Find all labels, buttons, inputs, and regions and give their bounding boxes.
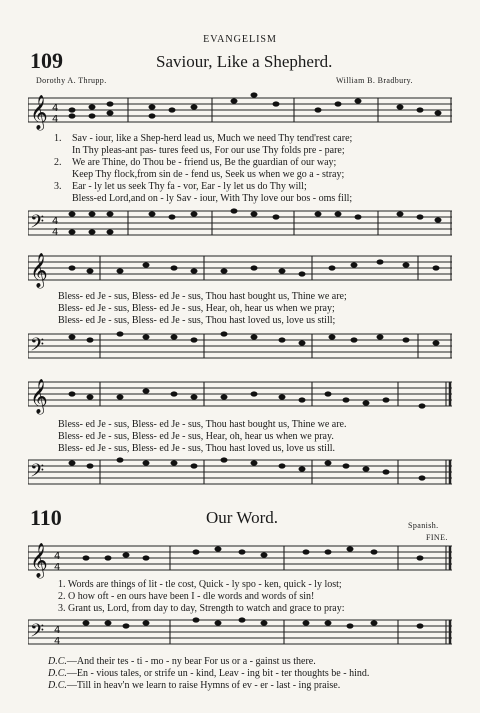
notes [69,457,426,480]
refrain-line: Bless- ed Je - sus, Bless- ed Je - sus, Thou hast bought us, Thine we are; [58,291,347,302]
hymn-title: Our Word. [206,508,278,527]
notes [69,92,442,118]
bass-staff [28,612,452,654]
dc-mark: D.C. [48,668,67,679]
verse-line: In Thy pleas-ant pas- tures feed us, For our use Thy folds pre - pare; [72,145,345,156]
notes [69,208,442,234]
verse-line: Ear - ly let us seek Thy fa - vor, Ear - ly let us do Thy will; [72,181,307,192]
verse-line: Keep Thy flock,from sin de - fend us, Seek us when we go a - stray; [72,169,345,180]
refrain-line: Bless- ed Je - sus, Bless- ed Je - sus, Hear, oh, hear us when we pray. [58,431,334,442]
svg-text:4: 4 [52,103,59,114]
lyricist-credit: Dorothy A. Thrupp. [36,76,107,85]
source-credit: Spanish. [408,521,439,530]
treble-staff [28,90,452,132]
treble-staff [28,248,452,290]
verse-line: Sav - iour, like a Shep-herd lead us, Much we need Thy tend'rest care; [72,133,353,144]
svg-text:4: 4 [52,216,59,227]
svg-text:𝄢: 𝄢 [30,461,45,486]
fine-mark: FINE. [426,533,448,542]
verse-number: 3. [54,181,62,192]
svg-text:4: 4 [52,227,59,238]
section-heading: EVANGELISM [203,34,277,45]
dc-line [48,668,369,679]
hymn-number: 109 [30,48,63,73]
bass-staff [28,452,452,494]
svg-text:𝄞: 𝄞 [30,379,48,414]
refrain-line: Bless- ed Je - sus, Bless- ed Je - sus, Thou hast loved us, love us still; [58,315,336,326]
treble-staff [28,538,452,580]
dc-mark: D.C. [48,656,67,667]
svg-text:4: 4 [54,551,61,562]
verse-line: We are Thine, do Thou be - friend us, Be the guardian of our way; [72,157,337,168]
verse-number: 1. [54,133,62,144]
notes [83,546,424,560]
svg-text:4: 4 [54,562,61,573]
svg-text:𝄢: 𝄢 [30,621,45,646]
svg-text:4: 4 [54,625,61,636]
verse-line: Bless-ed Lord,and on - ly Sav - iour, With Thy love our bos - oms fill; [72,193,353,204]
svg-text:𝄢: 𝄢 [30,212,45,237]
bass-staff [28,203,452,245]
verse-line: 2. O how oft - en ours have been I - dle words and words of sin! [58,591,315,602]
svg-text:𝄞: 𝄞 [30,253,48,288]
refrain-line: Bless- ed Je - sus, Bless- ed Je - sus, Thou hast bought us, Thine we are. [58,419,347,430]
notes [83,617,424,628]
hymn-number: 110 [30,505,62,530]
verse-line: 3. Grant us, Lord, from day to day, Strength to watch and grace to pray: [58,603,345,614]
verse-line: 1. Words are things of lit - tle cost, Quick - ly spo - ken, quick - ly lost; [58,579,342,590]
svg-text:4: 4 [54,636,61,647]
svg-text:𝄞: 𝄞 [30,543,48,578]
bass-staff [28,326,452,368]
svg-text:𝄢: 𝄢 [30,335,45,360]
composer-credit: William B. Bradbury. [336,76,413,85]
notes [69,331,440,345]
dc-mark: D.C. [48,680,67,691]
treble-staff [28,374,452,416]
hymn-title: Saviour, Like a Shepherd. [156,52,333,71]
dc-line [48,656,316,667]
svg-text:4: 4 [52,114,59,125]
refrain-line: Bless- ed Je - sus, Bless- ed Je - sus, Thou hast loved us, love us still. [58,443,336,454]
dc-text: —Till in heav'n we learn to raise Hymns of ev - er - last - ing praise. [66,680,341,691]
dc-text: —And their tes - ti - mo - ny bear For us or a - gainst us there. [66,656,316,667]
verse-number: 2. [54,157,62,168]
dc-line [48,680,340,691]
dc-text: —En - vious tales, or strife un - kind, Leav - ing bit - ter thoughts be - hind. [66,668,370,679]
svg-text:𝄞: 𝄞 [30,95,48,130]
refrain-line: Bless- ed Je - sus, Bless- ed Je - sus, Hear, oh, hear us when we pray; [58,303,335,314]
